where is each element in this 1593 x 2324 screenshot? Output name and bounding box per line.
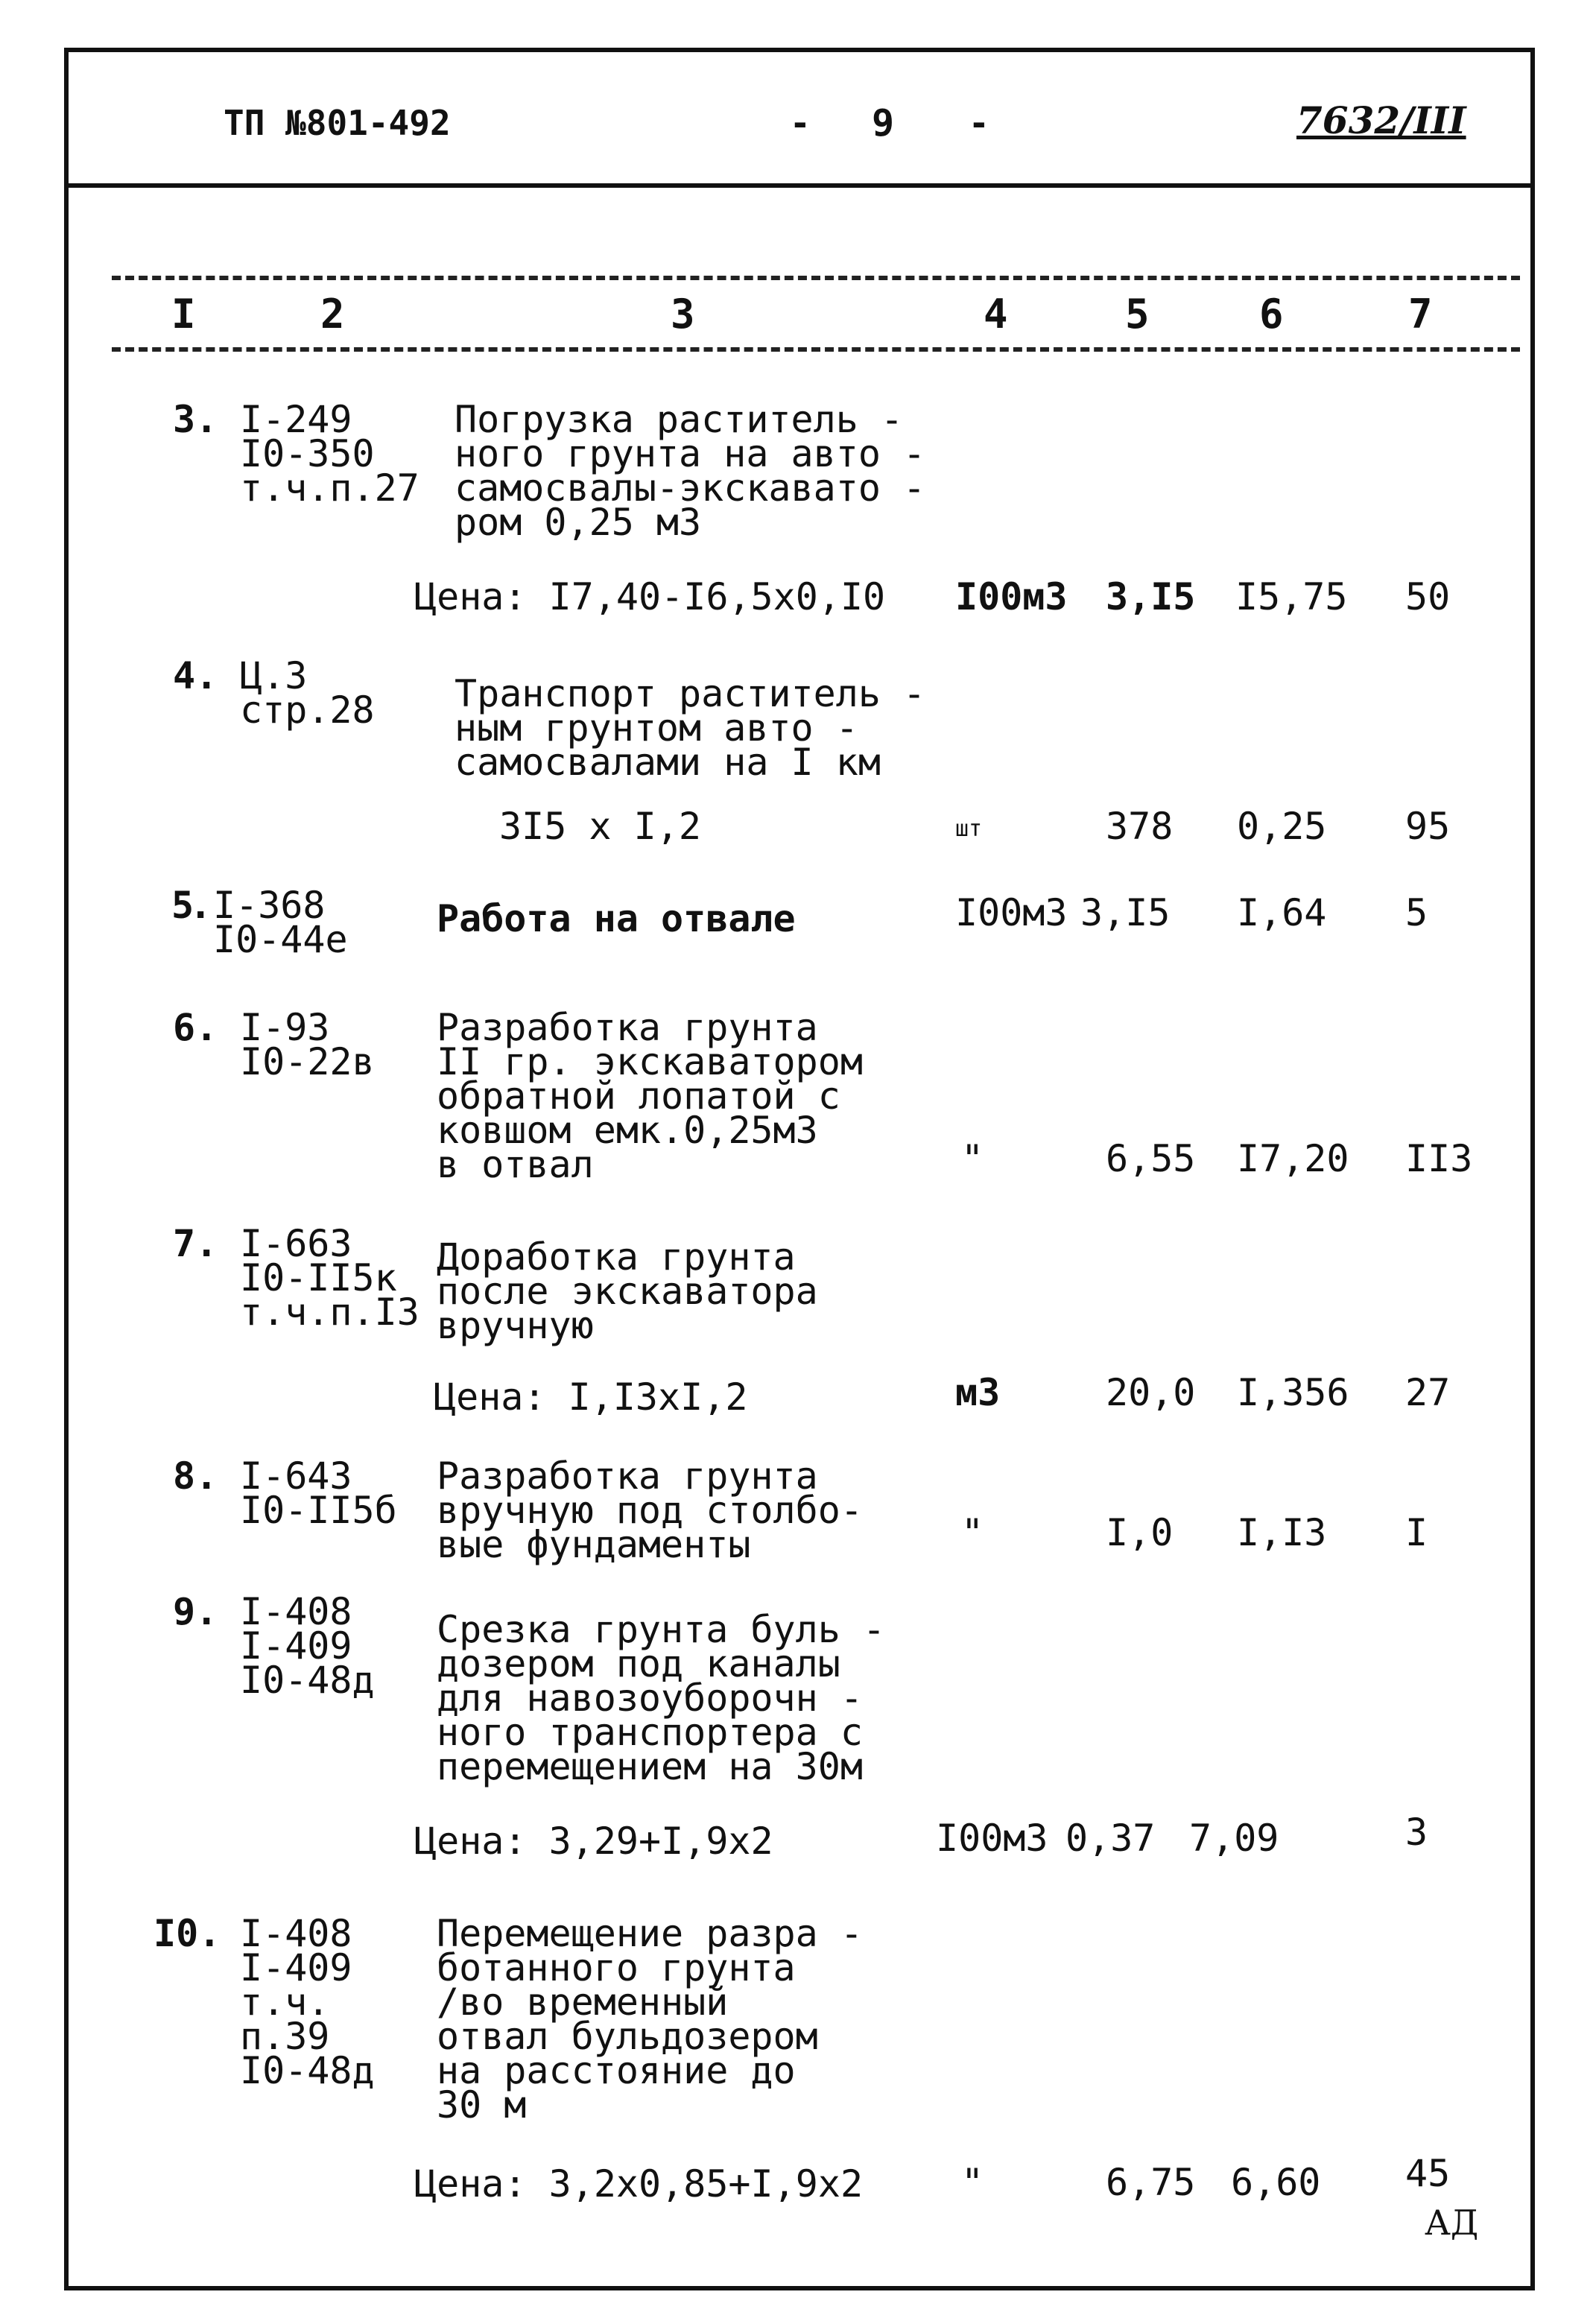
row-description: Срезка грунта буль - дозером под каналы для навозоуборочн - ного транспортера с перемещением на 30м [437, 1608, 886, 1788]
column-header-top-rule [112, 276, 1520, 280]
row-quantity: 20,0 [1106, 1371, 1196, 1414]
row-total: 95 [1405, 805, 1451, 848]
row-quantity: 378 [1106, 805, 1174, 848]
row-codes: I-249 I0-350 т.ч.п.27 [240, 398, 419, 510]
row-quantity: 0,37 [1065, 1817, 1156, 1860]
row-unit: " [961, 1511, 984, 1554]
row-codes: I-643 I0-II5б [240, 1454, 397, 1532]
row-codes: I-93 I0-22в [240, 1006, 375, 1083]
row-number: 8. [173, 1454, 218, 1498]
column-header-1: I [171, 291, 196, 338]
row-number: 5. [171, 884, 208, 927]
row-description: Разработка грунта вручную под столбо- вые фундаменты [437, 1454, 863, 1566]
row-description: Перемещение разра - ботанного грунта /во временный отвал бульдозером на расстояние до 30 м [437, 1912, 863, 2127]
row-number: 4. [173, 654, 218, 697]
row-rate: I,356 [1237, 1371, 1349, 1414]
header-divider [64, 183, 1535, 188]
row-price: Цена: 3,29+I,9x2 [414, 1820, 773, 1863]
row-rate: I5,75 [1235, 575, 1348, 618]
signature-stamp: АД [1425, 2203, 1479, 2243]
page-number: 9 [872, 101, 895, 145]
row-unit: шт [955, 816, 983, 842]
row-number: 6. [173, 1006, 218, 1049]
page-number-dash-right: - [969, 103, 989, 143]
row-unit: I00м3 [955, 575, 1068, 618]
row-rate: 6,60 [1231, 2161, 1321, 2204]
row-number: 7. [173, 1222, 218, 1265]
row-price: Цена: I7,40-I6,5x0,I0 [414, 575, 886, 618]
column-header-bottom-rule [112, 347, 1520, 352]
column-header-7: 7 [1408, 291, 1433, 338]
row-quantity: 3,I5 [1080, 891, 1171, 934]
column-header-2: 2 [320, 291, 345, 338]
row-codes: I-408 I-409 т.ч. п.39 I0-48д [240, 1912, 375, 2092]
row-unit: I00м3 [936, 1817, 1048, 1860]
row-description: Работа на отвале [437, 897, 796, 940]
row-total: I [1405, 1511, 1428, 1554]
row-total: 5 [1405, 891, 1428, 934]
row-unit: м3 [955, 1371, 1001, 1414]
row-unit: " [961, 1137, 984, 1180]
row-number: I0. [153, 1912, 221, 1955]
row-total: 45 [1405, 2152, 1451, 2195]
row-number: 9. [173, 1590, 218, 1633]
row-rate: 0,25 [1237, 805, 1327, 848]
column-header-4: 4 [984, 291, 1008, 338]
row-quantity: 6,75 [1106, 2161, 1196, 2204]
row-codes: Ц.3 стр.28 [240, 654, 375, 732]
row-codes: I-663 I0-II5к т.ч.п.I3 [240, 1222, 419, 1334]
row-number: 3. [173, 398, 218, 441]
row-description: Разработка грунта II гр. экскаватором обратной лопатой с ковшом емк.0,25м3 в отвал [437, 1006, 863, 1186]
row-codes: I-368 I0-44е [213, 884, 348, 961]
doc-code: ТП №801-492 [224, 103, 451, 143]
row-codes: I-408 I-409 I0-48д [240, 1590, 375, 1702]
row-rate: I7,20 [1237, 1137, 1349, 1180]
column-header-6: 6 [1259, 291, 1284, 338]
row-rate: I,I3 [1237, 1511, 1327, 1554]
row-rate: 7,09 [1189, 1817, 1279, 1860]
row-total: 3 [1405, 1811, 1428, 1854]
row-price: 3I5 x I,2 [499, 805, 701, 848]
row-price: Цена: I,I3xI,2 [434, 1375, 748, 1419]
row-quantity: I,0 [1106, 1511, 1174, 1554]
row-quantity: 6,55 [1106, 1137, 1196, 1180]
row-total: 50 [1405, 575, 1451, 618]
row-price: Цена: 3,2x0,85+I,9x2 [414, 2162, 864, 2206]
sheet-number: 7632/III [1296, 98, 1466, 142]
row-rate: I,64 [1237, 891, 1327, 934]
row-unit: " [961, 2161, 984, 2204]
row-quantity: 3,I5 [1106, 575, 1196, 618]
row-unit: I00м3 [955, 891, 1068, 934]
row-total: II3 [1405, 1137, 1473, 1180]
column-header-5: 5 [1125, 291, 1150, 338]
column-header-3: 3 [671, 291, 695, 338]
row-total: 27 [1405, 1371, 1451, 1414]
page-number-dash-left: - [790, 103, 811, 143]
row-description: Доработка грунта после экскаватора вручную [437, 1235, 818, 1347]
row-description: Погрузка раститель - ного грунта на авто - самосвалы-экскавато - ром 0,25 м3 [455, 398, 926, 544]
row-description: Транспорт раститель - ным грунтом авто - самосвалами на I км [455, 672, 926, 784]
